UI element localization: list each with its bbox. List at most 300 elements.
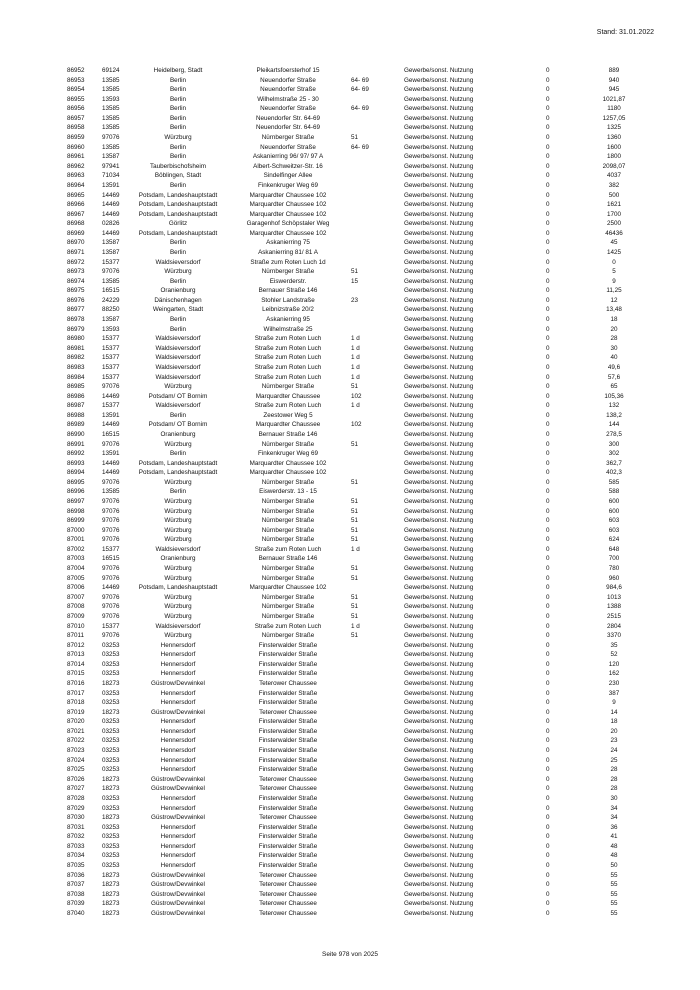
cell-zero-value: 0 [546, 316, 550, 324]
cell-postal-code: 18273 [102, 871, 120, 879]
cell-street: Bernauer Straße 146 [258, 287, 318, 295]
cell-city: Hennersdorf [160, 842, 196, 850]
cell-house-number: 51 [351, 574, 359, 582]
cell-postal-code: 13593 [102, 95, 120, 103]
cell-area-value: 402,3 [606, 469, 622, 477]
cell-area-value: 55 [610, 900, 618, 908]
cell-city: Hennersdorf [160, 718, 196, 726]
cell-area-value: 1257,05 [602, 114, 626, 122]
table-row [0, 851, 700, 861]
table-row [0, 267, 700, 277]
table-row [0, 669, 700, 679]
cell-zero-value: 0 [546, 392, 550, 400]
cell-row-id: 87000 [67, 526, 85, 534]
cell-postal-code: 97076 [102, 517, 120, 525]
cell-area-value: 55 [610, 881, 618, 889]
cell-area-value: 28 [610, 335, 618, 343]
cell-house-number: 1 d [351, 622, 360, 630]
cell-zero-value: 0 [546, 306, 550, 314]
cell-area-value: 940 [608, 76, 620, 84]
table-row [0, 804, 700, 814]
table-row [0, 468, 700, 478]
cell-postal-code: 03253 [102, 737, 120, 745]
cell-postal-code: 03253 [102, 794, 120, 802]
cell-zero-value: 0 [546, 124, 550, 132]
cell-area-value: 362,7 [606, 459, 622, 467]
table-row [0, 497, 700, 507]
cell-area-value: 20 [610, 727, 618, 735]
cell-street: Finsterwalder Straße [258, 842, 318, 850]
table-row [0, 181, 700, 191]
cell-street: Marquardter Chaussee [255, 392, 321, 400]
cell-street: Straße zum Roten Luch [254, 344, 322, 352]
table-row [0, 832, 700, 842]
cell-postal-code: 16515 [102, 287, 120, 295]
cell-street: Finsterwalder Straße [258, 861, 318, 869]
cell-zero-value: 0 [546, 67, 550, 74]
cell-street: Straße zum Roten Luch [254, 373, 322, 381]
cell-house-number: 64- 69 [351, 86, 369, 94]
cell-area-value: 603 [608, 526, 620, 534]
cell-usage-type: Gewerbe/sonst. Nutzung [404, 794, 474, 802]
cell-row-id: 86982 [67, 354, 85, 362]
cell-street: Straße zum Roten Luch [254, 402, 322, 410]
cell-row-id: 87028 [67, 794, 85, 802]
cell-area-value: 24 [610, 747, 618, 755]
cell-postal-code: 14469 [102, 191, 120, 199]
cell-zero-value: 0 [546, 373, 550, 381]
cell-street: Teterower Chaussee [259, 680, 317, 687]
cell-house-number: 51 [351, 517, 359, 525]
cell-area-value: 600 [608, 507, 620, 515]
cell-postal-code: 03253 [102, 689, 120, 697]
cell-usage-type: Gewerbe/sonst. Nutzung [404, 488, 474, 496]
cell-street: Nürnberger Straße [261, 536, 315, 544]
cell-house-number: 1 d [351, 373, 360, 381]
table-row [0, 76, 700, 86]
cell-postal-code: 03253 [102, 842, 120, 850]
table-row [0, 382, 700, 392]
cell-city: Waldsieversdorf [155, 258, 201, 266]
cell-postal-code: 15377 [102, 622, 120, 630]
cell-row-id: 86983 [67, 363, 85, 371]
cell-city: Potsdam/ OT Bornim [148, 421, 208, 429]
cell-city: Potsdam, Landeshauptstadt [138, 201, 218, 209]
cell-postal-code: 18273 [102, 881, 120, 889]
cell-zero-value: 0 [546, 708, 550, 716]
cell-zero-value: 0 [546, 536, 550, 544]
cell-area-value: 4037 [606, 172, 622, 180]
cell-zero-value: 0 [546, 143, 550, 151]
cell-street: Finkenkruger Weg 69 [257, 450, 319, 458]
cell-postal-code: 14469 [102, 229, 120, 237]
cell-city: Würzburg [164, 507, 192, 515]
cell-area-value: 603 [608, 517, 620, 525]
cell-usage-type: Gewerbe/sonst. Nutzung [404, 689, 474, 697]
cell-usage-type: Gewerbe/sonst. Nutzung [404, 114, 474, 122]
cell-zero-value: 0 [546, 881, 550, 889]
cell-postal-code: 14469 [102, 469, 120, 477]
cell-zero-value: 0 [546, 660, 550, 668]
cell-city: Würzburg [164, 440, 192, 448]
cell-house-number: 51 [351, 612, 359, 620]
cell-area-value: 230 [608, 680, 620, 687]
cell-street: Askanierring 81/ 81 A [258, 248, 318, 256]
cell-usage-type: Gewerbe/sonst. Nutzung [404, 660, 474, 668]
cell-usage-type: Gewerbe/sonst. Nutzung [404, 545, 474, 553]
cell-street: Finsterwalder Straße [258, 737, 318, 745]
cell-zero-value: 0 [546, 718, 550, 726]
cell-street: Nürnberger Straße [261, 478, 315, 486]
cell-usage-type: Gewerbe/sonst. Nutzung [404, 86, 474, 94]
table-row [0, 583, 700, 593]
cell-city: Würzburg [164, 498, 192, 506]
cell-street: Finsterwalder Straße [258, 718, 318, 726]
cell-usage-type: Gewerbe/sonst. Nutzung [404, 210, 474, 218]
cell-zero-value: 0 [546, 450, 550, 458]
cell-postal-code: 97076 [102, 507, 120, 515]
cell-street: Teterower Chaussee [259, 909, 317, 917]
cell-postal-code: 15377 [102, 354, 120, 362]
table-row [0, 516, 700, 526]
cell-city: Hennersdorf [160, 766, 196, 774]
cell-city: Waldsieversdorf [155, 363, 201, 371]
cell-area-value: 387 [608, 689, 620, 697]
cell-zero-value: 0 [546, 785, 550, 793]
cell-area-value: 700 [608, 555, 620, 563]
cell-street: Askanierring 95 [266, 316, 310, 324]
cell-street: Finsterwalder Straße [258, 766, 318, 774]
cell-street: Straße zum Roten Luch [254, 622, 322, 630]
cell-street: Nürnberger Straße [261, 632, 315, 640]
cell-row-id: 87019 [67, 708, 85, 716]
cell-street: Teterower Chaussee [259, 890, 317, 898]
cell-postal-code: 97076 [102, 498, 120, 506]
cell-row-id: 87037 [67, 881, 85, 889]
cell-area-value: 36 [610, 823, 618, 831]
table-row [0, 277, 700, 287]
table-row [0, 564, 700, 574]
table-row [0, 171, 700, 181]
cell-postal-code: 18273 [102, 775, 120, 783]
cell-postal-code: 97076 [102, 574, 120, 582]
cell-postal-code: 16515 [102, 430, 120, 438]
cell-usage-type: Gewerbe/sonst. Nutzung [404, 603, 474, 611]
cell-row-id: 86998 [67, 507, 85, 515]
cell-usage-type: Gewerbe/sonst. Nutzung [404, 153, 474, 161]
cell-street: Marquardter Chaussee 102 [249, 210, 327, 218]
table-row [0, 698, 700, 708]
cell-usage-type: Gewerbe/sonst. Nutzung [404, 833, 474, 841]
cell-street: Neuendorfer Straße [260, 105, 316, 113]
cell-street: Garagenhof Schöpstaler Weg [246, 220, 330, 228]
cell-usage-type: Gewerbe/sonst. Nutzung [404, 881, 474, 889]
cell-row-id: 86971 [67, 248, 85, 256]
cell-usage-type: Gewerbe/sonst. Nutzung [404, 363, 474, 371]
cell-area-value: 105,36 [604, 392, 624, 400]
cell-zero-value: 0 [546, 603, 550, 611]
cell-row-id: 86992 [67, 450, 85, 458]
cell-zero-value: 0 [546, 430, 550, 438]
cell-area-value: 1700 [606, 210, 622, 218]
cell-usage-type: Gewerbe/sonst. Nutzung [404, 172, 474, 180]
cell-city: Potsdam, Landeshauptstadt [138, 210, 218, 218]
cell-usage-type: Gewerbe/sonst. Nutzung [404, 498, 474, 506]
cell-zero-value: 0 [546, 756, 550, 764]
cell-city: Berlin [169, 76, 187, 84]
cell-city: Oranienburg [160, 430, 196, 438]
cell-usage-type: Gewerbe/sonst. Nutzung [404, 258, 474, 266]
cell-area-value: 34 [610, 804, 618, 812]
cell-usage-type: Gewerbe/sonst. Nutzung [404, 383, 474, 391]
table-row [0, 449, 700, 459]
cell-postal-code: 03253 [102, 651, 120, 659]
cell-postal-code: 97076 [102, 632, 120, 640]
cell-postal-code: 13585 [102, 114, 120, 122]
cell-zero-value: 0 [546, 114, 550, 122]
table-row [0, 123, 700, 133]
cell-street: Nürnberger Straße [261, 574, 315, 582]
cell-row-id: 86954 [67, 86, 85, 94]
cell-area-value: 0 [612, 258, 616, 266]
cell-postal-code: 03253 [102, 766, 120, 774]
cell-area-value: 12 [610, 296, 618, 304]
table-row [0, 133, 700, 143]
cell-area-value: 2500 [606, 220, 622, 228]
cell-zero-value: 0 [546, 909, 550, 917]
table-row [0, 430, 700, 440]
cell-city: Würzburg [164, 593, 192, 601]
cell-house-number: 1 d [351, 354, 360, 362]
cell-street: Eiswerderstr. 13 - 15 [259, 488, 317, 496]
cell-usage-type: Gewerbe/sonst. Nutzung [404, 766, 474, 774]
table-row [0, 602, 700, 612]
cell-city: Hennersdorf [160, 727, 196, 735]
table-row [0, 104, 700, 114]
cell-postal-code: 03253 [102, 747, 120, 755]
cell-postal-code: 16515 [102, 555, 120, 563]
cell-city: Güstrow/Devwinkel [151, 909, 205, 917]
cell-city: Dänischenhagen [154, 296, 202, 304]
table-row [0, 325, 700, 335]
cell-zero-value: 0 [546, 287, 550, 295]
cell-street: Nürnberger Straße [261, 383, 315, 391]
cell-city: Waldsieversdorf [155, 335, 201, 343]
cell-street: Wilhelmstraße 25 - 30 [257, 95, 319, 103]
cell-zero-value: 0 [546, 737, 550, 745]
cell-zero-value: 0 [546, 804, 550, 812]
cell-usage-type: Gewerbe/sonst. Nutzung [404, 268, 474, 276]
cell-postal-code: 13585 [102, 124, 120, 132]
cell-zero-value: 0 [546, 220, 550, 228]
cell-usage-type: Gewerbe/sonst. Nutzung [404, 335, 474, 343]
cell-usage-type: Gewerbe/sonst. Nutzung [404, 555, 474, 563]
cell-postal-code: 97076 [102, 536, 120, 544]
cell-row-id: 86976 [67, 296, 85, 304]
cell-usage-type: Gewerbe/sonst. Nutzung [404, 440, 474, 448]
cell-row-id: 86952 [67, 67, 85, 74]
cell-postal-code: 13587 [102, 316, 120, 324]
cell-city: Waldsieversdorf [155, 373, 201, 381]
cell-area-value: 49,6 [607, 363, 621, 371]
cell-row-id: 87026 [67, 775, 85, 783]
cell-usage-type: Gewerbe/sonst. Nutzung [404, 814, 474, 822]
cell-usage-type: Gewerbe/sonst. Nutzung [404, 718, 474, 726]
cell-city: Waldsieversdorf [155, 622, 201, 630]
cell-zero-value: 0 [546, 593, 550, 601]
cell-street: Neuendorfer Str. 64-69 [255, 124, 321, 132]
cell-postal-code: 88250 [102, 306, 120, 314]
cell-row-id: 86991 [67, 440, 85, 448]
cell-street: Marquardter Chaussee 102 [249, 469, 327, 477]
cell-street: Neuendorfer Straße [260, 143, 316, 151]
cell-area-value: 1800 [606, 153, 622, 161]
cell-postal-code: 03253 [102, 718, 120, 726]
cell-zero-value: 0 [546, 76, 550, 84]
cell-row-id: 87009 [67, 612, 85, 620]
cell-city: Berlin [169, 277, 187, 285]
cell-zero-value: 0 [546, 498, 550, 506]
cell-city: Hennersdorf [160, 641, 196, 649]
cell-row-id: 86986 [67, 392, 85, 400]
cell-city: Hennersdorf [160, 670, 196, 678]
table-row [0, 526, 700, 536]
cell-row-id: 86994 [67, 469, 85, 477]
cell-row-id: 86984 [67, 373, 85, 381]
cell-row-id: 86977 [67, 306, 85, 314]
cell-street: Marquardter Chaussee [255, 421, 321, 429]
cell-row-id: 86970 [67, 239, 85, 247]
cell-zero-value: 0 [546, 727, 550, 735]
cell-city: Potsdam, Landeshauptstadt [138, 459, 218, 467]
cell-house-number: 64- 69 [351, 105, 369, 113]
cell-city: Hennersdorf [160, 699, 196, 707]
cell-usage-type: Gewerbe/sonst. Nutzung [404, 909, 474, 917]
cell-city: Würzburg [164, 526, 192, 534]
cell-street: Wilhelmstraße 25 [263, 325, 313, 333]
cell-row-id: 86997 [67, 498, 85, 506]
cell-usage-type: Gewerbe/sonst. Nutzung [404, 526, 474, 534]
table-row [0, 650, 700, 660]
cell-row-id: 87032 [67, 833, 85, 841]
cell-street: Finsterwalder Straße [258, 689, 318, 697]
cell-area-value: 624 [608, 536, 620, 544]
cell-row-id: 87022 [67, 737, 85, 745]
cell-row-id: 87033 [67, 842, 85, 850]
table-row [0, 85, 700, 95]
cell-street: Nürnberger Straße [261, 507, 315, 515]
cell-row-id: 87040 [67, 909, 85, 917]
cell-usage-type: Gewerbe/sonst. Nutzung [404, 565, 474, 573]
cell-city: Hennersdorf [160, 651, 196, 659]
cell-city: Berlin [169, 488, 187, 496]
cell-house-number: 1 d [351, 335, 360, 343]
cell-area-value: 1600 [606, 143, 622, 151]
cell-postal-code: 02826 [102, 220, 120, 228]
cell-street: Teterower Chaussee [259, 881, 317, 889]
cell-street: Nürnberger Straße [261, 517, 315, 525]
cell-area-value: 162 [608, 670, 620, 678]
cell-street: Nürnberger Straße [261, 526, 315, 534]
cell-zero-value: 0 [546, 344, 550, 352]
cell-street: Bernauer Straße 146 [258, 430, 318, 438]
cell-postal-code: 14469 [102, 421, 120, 429]
cell-zero-value: 0 [546, 268, 550, 276]
cell-usage-type: Gewerbe/sonst. Nutzung [404, 651, 474, 659]
cell-area-value: 18 [610, 316, 618, 324]
table-row [0, 909, 700, 919]
cell-zero-value: 0 [546, 622, 550, 630]
table-row [0, 229, 700, 239]
table-row [0, 305, 700, 315]
cell-usage-type: Gewerbe/sonst. Nutzung [404, 900, 474, 908]
table-row [0, 813, 700, 823]
cell-area-value: 65 [610, 383, 618, 391]
cell-city: Oranienburg [160, 287, 196, 295]
cell-city: Waldsieversdorf [155, 402, 201, 410]
cell-postal-code: 13587 [102, 248, 120, 256]
cell-postal-code: 14469 [102, 201, 120, 209]
cell-usage-type: Gewerbe/sonst. Nutzung [404, 134, 474, 142]
cell-zero-value: 0 [546, 201, 550, 209]
cell-area-value: 1013 [606, 593, 622, 601]
cell-area-value: 1388 [606, 603, 622, 611]
cell-zero-value: 0 [546, 421, 550, 429]
table-row [0, 363, 700, 373]
cell-row-id: 86996 [67, 488, 85, 496]
cell-usage-type: Gewerbe/sonst. Nutzung [404, 430, 474, 438]
cell-house-number: 51 [351, 134, 359, 142]
cell-usage-type: Gewerbe/sonst. Nutzung [404, 76, 474, 84]
cell-house-number: 51 [351, 507, 359, 515]
cell-house-number: 1 d [351, 402, 360, 410]
cell-city: Potsdam, Landeshauptstadt [138, 469, 218, 477]
cell-usage-type: Gewerbe/sonst. Nutzung [404, 124, 474, 132]
cell-row-id: 87018 [67, 699, 85, 707]
cell-city: Würzburg [164, 134, 192, 142]
table-row [0, 152, 700, 162]
table-row [0, 689, 700, 699]
cell-row-id: 87002 [67, 545, 85, 553]
cell-area-value: 52 [610, 651, 618, 659]
cell-zero-value: 0 [546, 191, 550, 199]
cell-postal-code: 15377 [102, 344, 120, 352]
cell-area-value: 500 [608, 191, 620, 199]
cell-row-id: 86975 [67, 287, 85, 295]
cell-postal-code: 03253 [102, 833, 120, 841]
cell-area-value: 382 [608, 181, 620, 189]
cell-city: Würzburg [164, 383, 192, 391]
cell-city: Potsdam, Landeshauptstadt [138, 191, 218, 199]
cell-row-id: 87023 [67, 747, 85, 755]
table-row [0, 756, 700, 766]
cell-usage-type: Gewerbe/sonst. Nutzung [404, 871, 474, 879]
table-row [0, 708, 700, 718]
cell-house-number: 51 [351, 268, 359, 276]
cell-zero-value: 0 [546, 900, 550, 908]
cell-row-id: 86955 [67, 95, 85, 103]
cell-street: Finkenkruger Weg 69 [257, 181, 319, 189]
table-row [0, 191, 700, 201]
table-row [0, 679, 700, 689]
cell-street: Straße zum Roten Luch [254, 354, 322, 362]
cell-zero-value: 0 [546, 478, 550, 486]
table-row [0, 535, 700, 545]
table-row [0, 612, 700, 622]
cell-area-value: 48 [610, 852, 618, 860]
cell-zero-value: 0 [546, 794, 550, 802]
cell-area-value: 25 [610, 756, 618, 764]
